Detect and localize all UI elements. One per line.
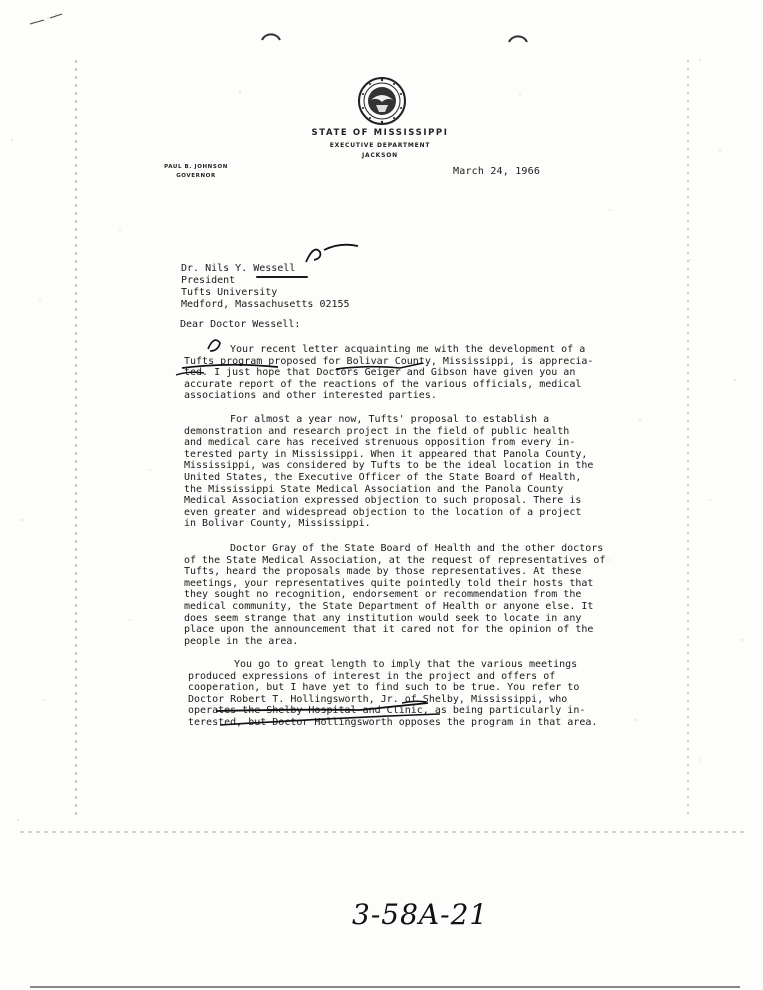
governor-title: GOVERNOR xyxy=(176,173,216,179)
paragraph-line: cooperation, but I have yet to find such to be true. You refer to xyxy=(188,682,580,694)
paragraph-line: Medical Association expressed objection to such proposal. There is xyxy=(184,495,582,507)
paragraph-line: For almost a year now, Tufts' proposal to establish a xyxy=(230,414,550,425)
letter-date: March 24, 1966 xyxy=(453,166,541,177)
governor-block xyxy=(156,163,236,181)
governor-name: PAUL B. JOHNSON xyxy=(164,164,228,170)
paragraph-line: demonstration and research project in the field of public health xyxy=(184,425,570,437)
handwritten-underline xyxy=(256,276,308,278)
paragraph-line: they sought no recognition, endorsement or recommendation from the xyxy=(184,589,582,601)
paragraph-line: Tufts program proposed for Bolivar County, Mississippi, is apprecia- xyxy=(184,355,594,367)
paragraph-line: terested party in Mississippi. When it appeared that Panola County, xyxy=(184,448,588,460)
paragraph-line: Doctor Gray of the State Board of Health and the other doctors xyxy=(230,543,604,554)
paragraph-3 xyxy=(184,543,605,647)
paragraph-line: Your recent letter acquainting me with the development of a xyxy=(230,344,586,355)
paragraph-line: does seem strange that any institution would seek to locate in any xyxy=(184,612,582,624)
paragraph-line: people in the area. xyxy=(184,635,299,647)
salutation: Dear Doctor Wessell: xyxy=(180,319,301,330)
paragraph-2 xyxy=(184,414,593,530)
handwritten-annotations xyxy=(168,335,618,380)
recipient-city: Medford, Massachusetts 02155 xyxy=(181,299,350,310)
paragraph-line: operates the Shelby Hospital and Clinic, as being particularly in- xyxy=(188,705,586,717)
paragraph-line: Doctor Robert T. Hollingsworth, Jr. of Shelby, Mississippi, who xyxy=(188,693,568,705)
paragraph-line: in Bolivar County, Mississippi. xyxy=(184,518,371,530)
letterhead xyxy=(300,124,460,159)
paragraph-line: You go to great length to imply that the various meetings xyxy=(234,659,578,670)
paragraph-line: Mississippi, was considered by Tufts to be the ideal location in the xyxy=(184,460,594,472)
paragraph-line: United States, the Executive Officer of the State Board of Health, xyxy=(184,471,582,483)
paragraph-line: associations and other interested parties. xyxy=(184,390,437,402)
paragraph-line: Tufts, heard the proposals made by those representatives. At these xyxy=(184,566,582,578)
recipient-name: Dr. Nils Y. Wessell xyxy=(181,263,296,274)
letterhead-state: STATE OF MISSISSIPPI xyxy=(311,128,449,138)
paragraph-line: produced expressions of interest in the project and offers of xyxy=(188,670,556,682)
handwritten-file-number: 3-58A-21 xyxy=(352,898,489,931)
handwritten-underlines-lower xyxy=(180,690,660,740)
paragraph-line: even greater and widespread objection to the location of a project xyxy=(184,506,582,518)
paragraph-line: accurate report of the reactions of the various officials, medical xyxy=(184,378,582,390)
state-seal-icon xyxy=(357,76,407,126)
paragraph-line: place upon the announcement that it cared not for the opinion of the xyxy=(184,624,594,636)
recipient-organization: Tufts University xyxy=(181,287,278,298)
recipient-address xyxy=(181,263,350,311)
letterhead-city: JACKSON xyxy=(362,152,398,159)
paragraph-line: ted. I just hope that Doctors Geiger and Gibson have given you an xyxy=(184,367,576,379)
letterhead-department: EXECUTIVE DEPARTMENT xyxy=(329,142,431,149)
paragraph-line: meetings, your representatives quite pointedly told their hosts that xyxy=(184,577,594,589)
recipient-title: President xyxy=(181,275,236,286)
paragraph-line: the Mississippi State Medical Association and the Panola County xyxy=(184,483,564,495)
paragraph-line: medical community, the State Department of Health or anyone else. It xyxy=(184,600,594,612)
paragraph-line: and medical care has received strenuous opposition from every in- xyxy=(184,437,576,449)
paragraph-line: terested, but Doctor Hollingsworth opposes the program in that area. xyxy=(188,716,598,728)
paragraph-line: of the State Medical Association, at the request of representatives of xyxy=(184,554,606,566)
